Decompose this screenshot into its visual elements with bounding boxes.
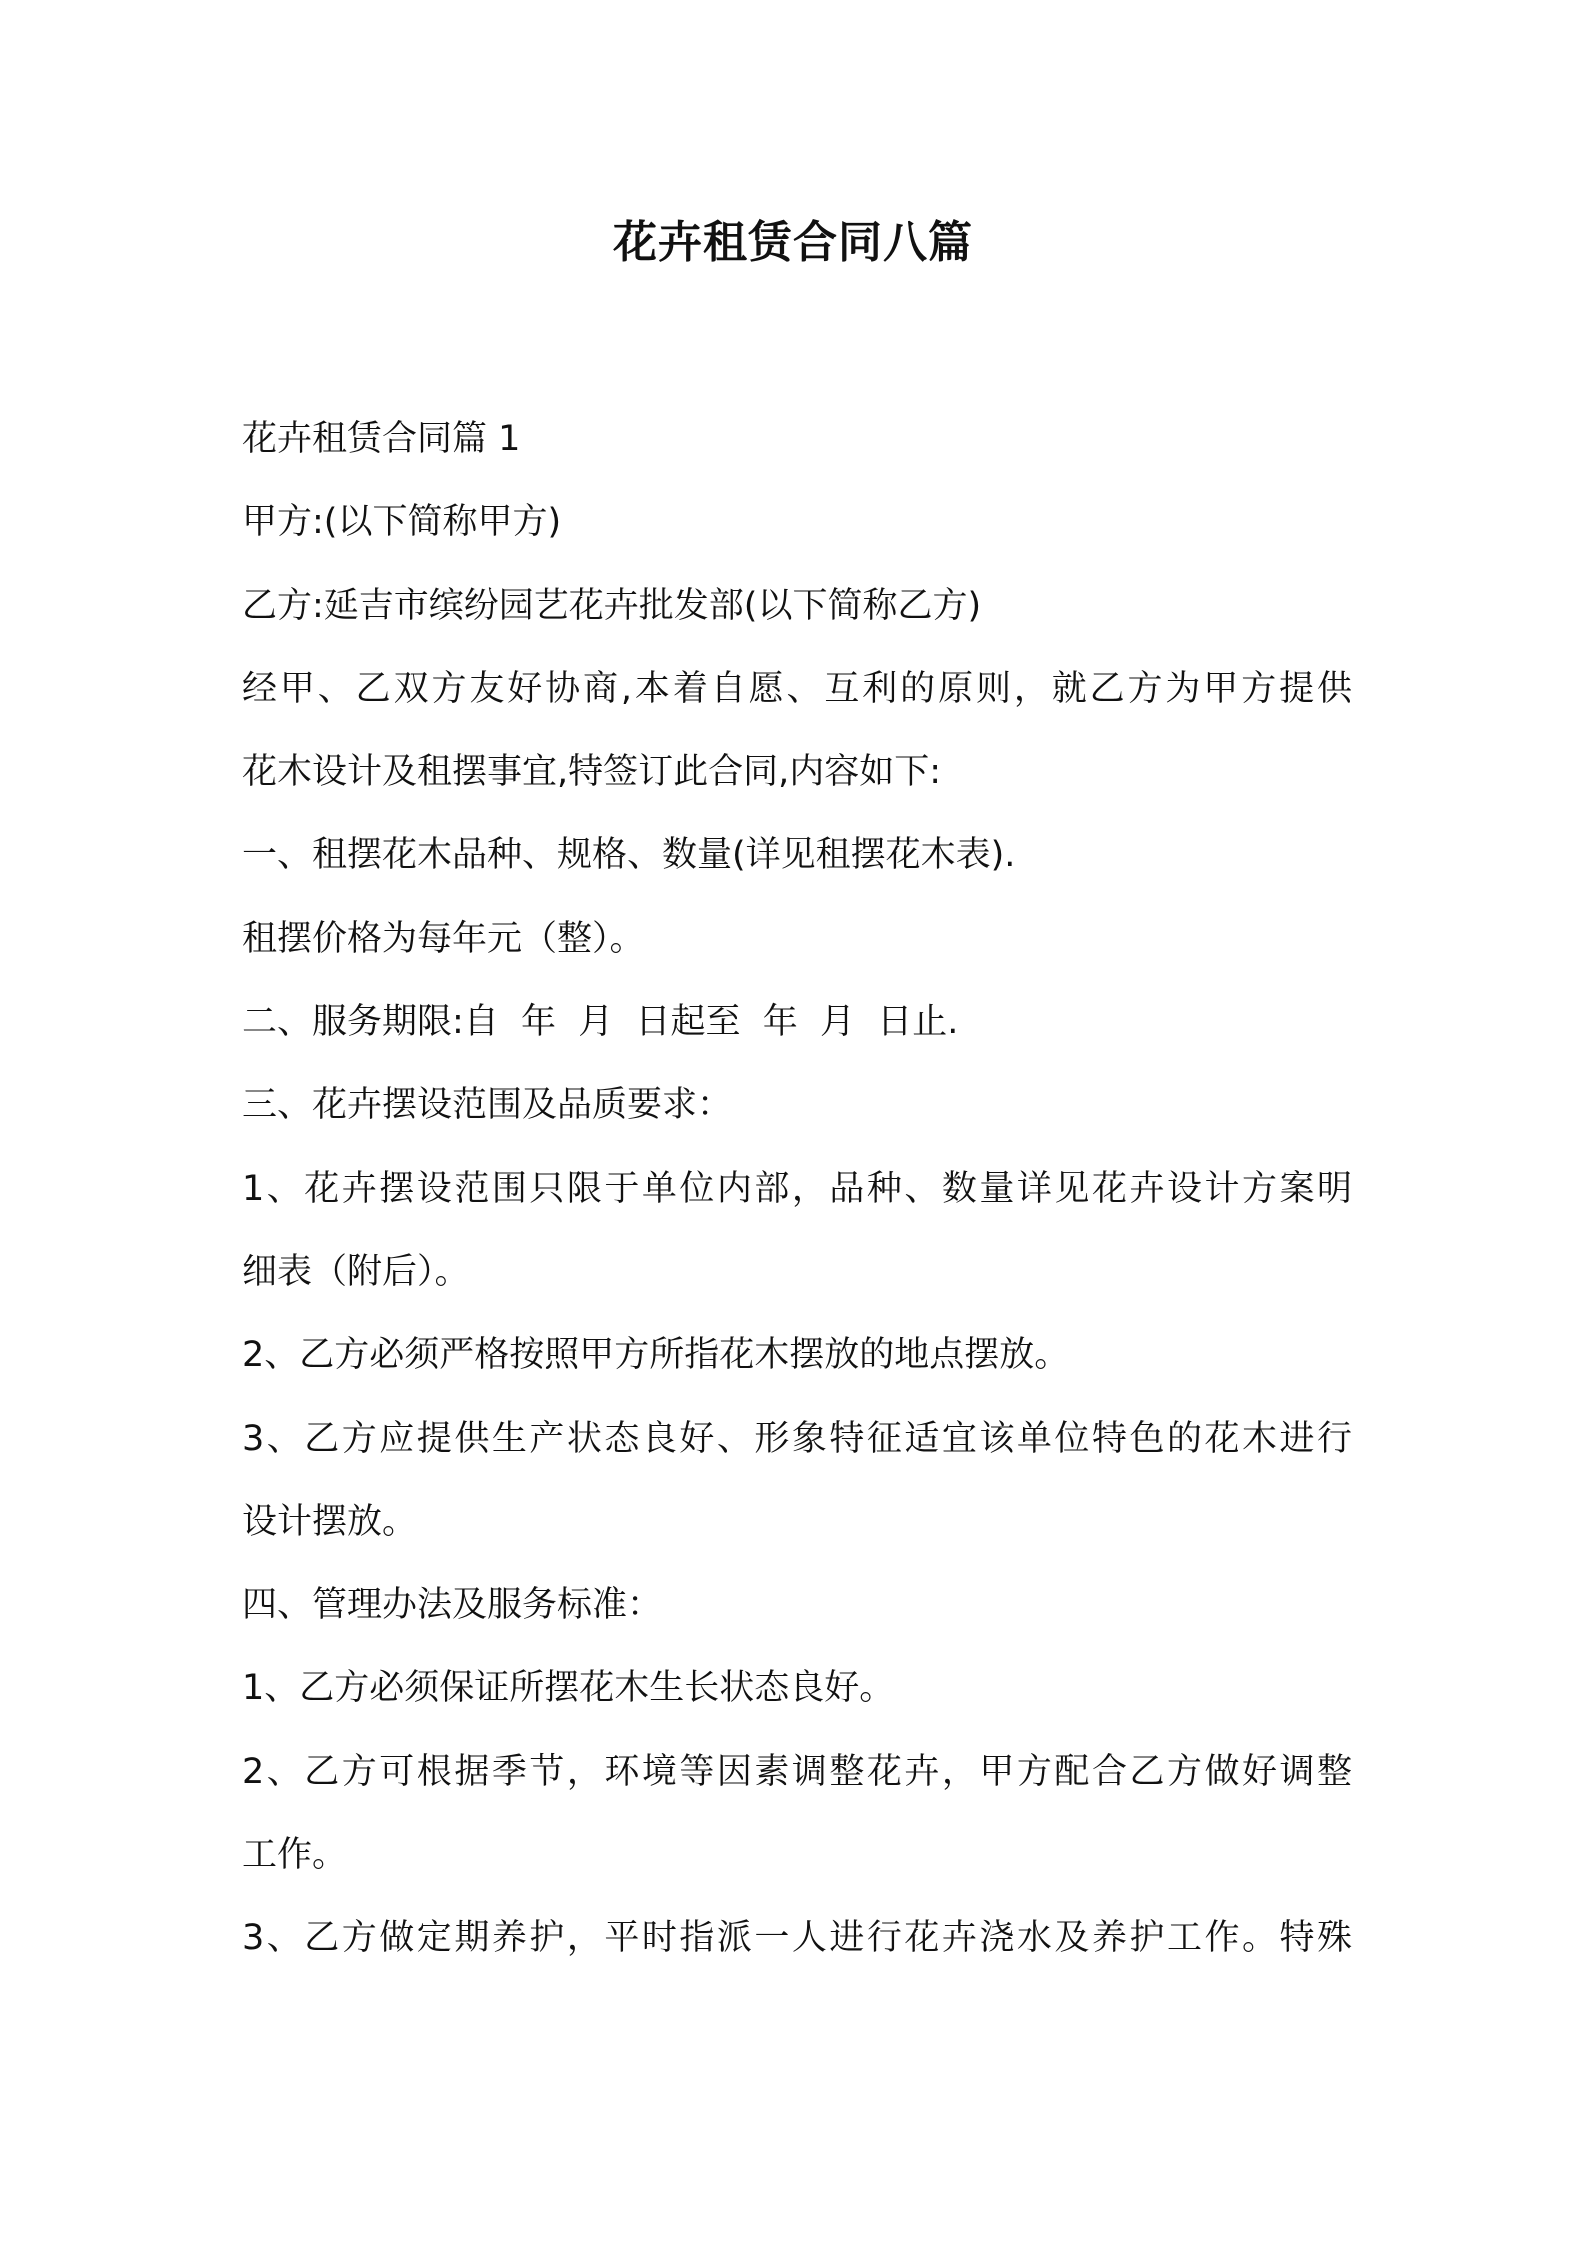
list-item-line: 2、乙方必须严格按照甲方所指花木摆放的地点摆放。 [242, 1335, 1070, 1376]
list-item-line: 3、乙方应提供生产状态良好、形象特征适宜该单位特色的花木进行 [242, 1418, 1352, 1459]
list-item-line: 1、花卉摆设范围只限于单位内部，品种、数量详见花卉设计方案明 [242, 1168, 1352, 1209]
paragraph-line: 租摆价格为每年元（整）。 [242, 918, 645, 959]
clause-heading: 三、花卉摆设范围及品质要求： [242, 1085, 733, 1126]
party-a-line: 甲方:(以下简称甲方) [242, 502, 562, 543]
party-b-line: 乙方:延吉市缤纷园艺花卉批发部(以下简称乙方) [242, 585, 982, 626]
document-title: 花卉租赁合同八篇 [613, 217, 973, 268]
section-heading: 花卉租赁合同篇 1 [242, 419, 521, 459]
list-item-line: 设计摆放。 [242, 1501, 418, 1542]
list-item-line: 细表（附后）。 [242, 1251, 470, 1292]
list-item-line: 3、乙方做定期养护，平时指派一人进行花卉浇水及养护工作。特殊 [242, 1918, 1352, 1959]
clause-heading: 二、服务期限:自 年 月 日起至 年 月 日止. [242, 1002, 959, 1043]
document-body [242, 409, 1352, 1992]
list-item-line: 2、乙方可根据季节，环境等因素调整花卉，甲方配合乙方做好调整 [242, 1751, 1352, 1792]
paragraph-line: 花木设计及租摆事宜,特签订此合同,内容如下: [242, 752, 942, 793]
paragraph-line: 经甲、乙双方友好协商,本着自愿、互利的原则，就乙方为甲方提供 [242, 668, 1352, 709]
list-item-line: 1、乙方必须保证所摆花木生长状态良好。 [242, 1668, 895, 1709]
clause-heading: 四、管理办法及服务标准： [242, 1585, 663, 1626]
list-item-line: 工作。 [242, 1835, 348, 1876]
clause-heading: 一、租摆花木品种、规格、数量(详见租摆花木表). [242, 835, 1016, 876]
